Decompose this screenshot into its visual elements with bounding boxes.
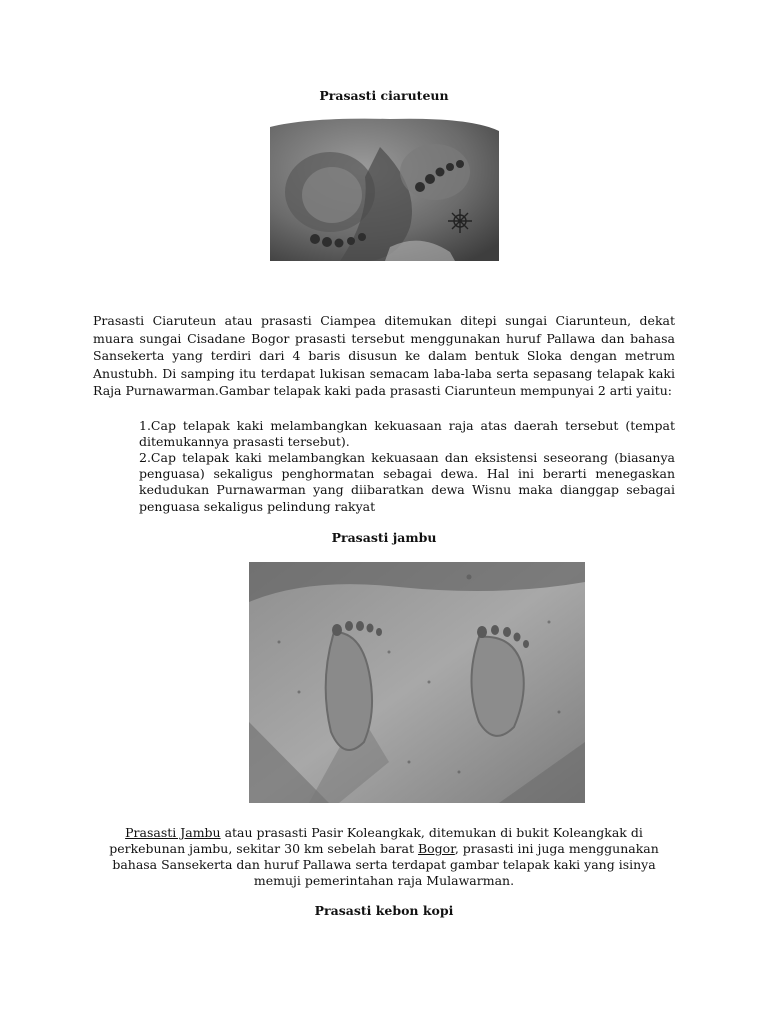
ciaruteun-description: Prasasti Ciaruteun atau prasasti Ciampea ditemukan ditepi sungai Ciarunteun, dekat muara sungai Cisadane Bogor prasasti tersebut menggunakan huruf Pallawa dan bahasa Sansekerta yang terdiri dari 4 baris disusun ke dalam bentuk Sloka dengan metrum Anustubh. Di samping itu terdapat lukisan semacam laba-laba serta sepasang telapak kaki Raja Purnawarman.Gambar telapak kaki pada prasasti Ciarunteun mempunyai 2 arti yaitu: [93,313,675,398]
heading-jambu: Prasasti jambu [331,530,437,545]
footprint-stone-icon [270,117,499,261]
heading-ciaruteun: Prasasti ciaruteun [319,88,449,103]
jambu-description [90,825,678,889]
link-bogor[interactable]: Bogor [417,841,455,856]
jambu-text-1: atau prasasti Pasir Koleangkak, ditemukan di bukit Koleangkak di perkebunan jambu, sekitar 30 km sebelah barat [109,825,643,856]
ciaruteun-point-2: 2.Cap telapak kaki melambangkan kekuasaan dan eksistensi seseorang (biasanya penguasa) sekaligus penghormatan sebagai dewa. Hal ini berarti menegaskan kedudukan Purnawarman yang diibaratkan dewa Wisnu maka dianggap sebagai penguasa sekaligus pelindung rakyat [139,450,675,514]
jambu-rock-photo [249,562,585,803]
link-prasasti-jambu[interactable]: Prasasti Jambu [125,825,221,840]
heading-kebon-kopi: Prasasti kebon kopi [314,903,454,918]
ciaruteun-stone-photo [270,117,499,261]
jambu-text-2: , prasasti ini juga menggunakan bahasa Sansekerta dan huruf Pallawa serta terdapat gambar telapak kaki yang isinya memuji pemerintahan raja Mulawarman. [112,841,659,888]
footprint-rock-icon [249,562,585,803]
ciaruteun-point-1: 1.Cap telapak kaki melambangkan kekuasaan raja atas daerah tersebut (tempat ditemukannya prasasti tersebut). [139,418,675,450]
